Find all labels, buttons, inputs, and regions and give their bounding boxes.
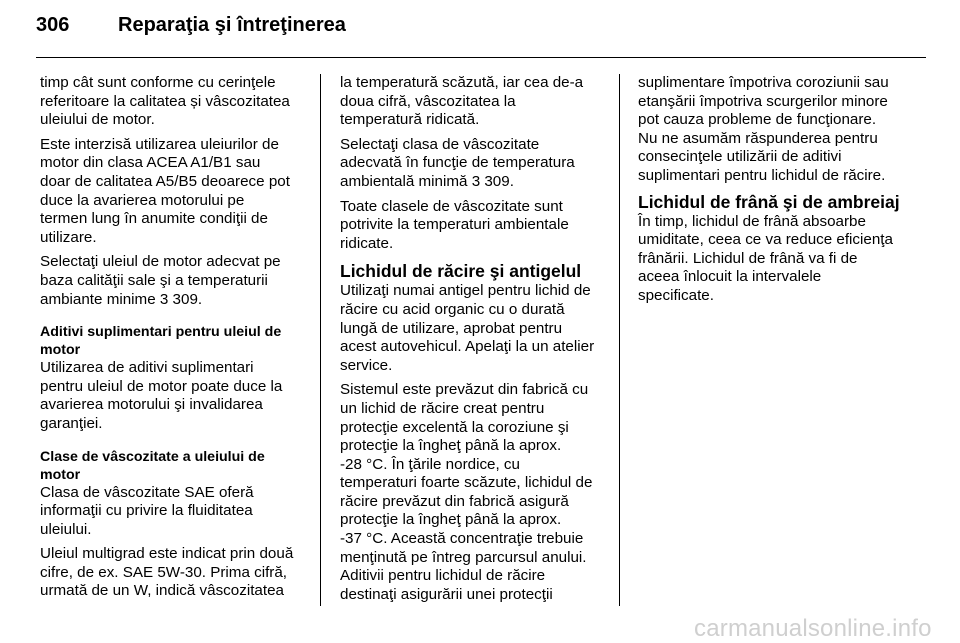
paragraph: suplimentare împotriva coroziunii sau etanşării împotriva scurgerilor minore pot cauza probleme de funcţionare. Nu ne asumăm răspunderea pentru consecinţele utilizării de aditivi suplimentari pentru lichidul de răcire. bbox=[638, 74, 889, 184]
paragraph: Uleiul multigrad este indicat prin două cifre, de ex. SAE 5W-30. Prima cifră, urmată de un W, indică vâscozitatea bbox=[40, 545, 294, 600]
column-divider-1 bbox=[320, 74, 321, 606]
paragraph: În timp, lichidul de frână absoarbe umiditate, ceea ce va reduce eficienţa frânării. Lichidul de frână va fi de aceea înlocuit la intervalele specificate. bbox=[638, 212, 893, 304]
page-reference-arrow-icon: 3 bbox=[159, 290, 169, 308]
subheading-viscosity-classes: Clase de vâscozitate a uleiului de motor bbox=[40, 448, 265, 483]
paragraph-with-reference: Selectaţi clasa de vâscozitate adecvată în funcţie de temperatura ambientală minimă 3 309. bbox=[340, 135, 575, 190]
page-header bbox=[36, 14, 926, 54]
heading-coolant: Lichidul de răcire şi antigelul bbox=[340, 261, 582, 282]
header-divider bbox=[36, 57, 926, 58]
paragraph: Clasa de vâscozitate SAE oferă informaţii cu privire la fluiditatea uleiului. bbox=[40, 483, 254, 538]
paragraph: Utilizaţi numai antigel pentru lichid de răcire cu acid organic cu o durată lungă de utilizare, aprobat pentru acest autovehicul. Apelaţi la un atelier service. bbox=[340, 282, 595, 374]
paragraph-with-reference: Selectaţi uleiul de motor adecvat pe baza calităţii sale şi a temperaturii ambiante minime 3 309. bbox=[40, 253, 281, 308]
paragraph: la temperatură scăzută, iar cea de-a doua cifră, vâscozitatea la temperatură ridicată. bbox=[340, 74, 584, 129]
watermark: carmanualsonline.info bbox=[694, 615, 932, 642]
subheading-additives: Aditivi suplimentari pentru uleiul de motor bbox=[40, 324, 282, 359]
page-number: 306 bbox=[36, 14, 70, 36]
paragraph: Toate clasele de vâscozitate sunt potrivite la temperaturi ambientale ridicate. bbox=[340, 197, 569, 252]
page-title: Reparaţia şi întreţinerea bbox=[118, 14, 346, 36]
heading-brake-fluid: Lichidul de frână şi de ambreiaj bbox=[638, 191, 900, 212]
column-divider-2 bbox=[619, 74, 620, 606]
column-3 bbox=[638, 74, 908, 312]
paragraph: Este interzisă utilizarea uleiurilor de motor din clasa ACEA A1/B1 sau doar de calitatea A5/B5 deoarece pot duce la avarierea motorului pe termen lung în anumite condiţii de utilizare. bbox=[40, 135, 290, 246]
page-reference: 309. bbox=[480, 172, 514, 190]
paragraph: timp cât sunt conforme cu cerinţele referitoare la calitatea și vâscozitatea uleiului de motor. bbox=[40, 74, 290, 129]
column-1 bbox=[40, 74, 310, 607]
paragraph: Utilizarea de aditivi suplimentari pentru uleiul de motor poate duce la avarierea motorului şi invalidarea garanţiei. bbox=[40, 359, 283, 432]
page-reference: 309. bbox=[168, 290, 203, 308]
column-2 bbox=[340, 74, 610, 610]
paragraph: Sistemul este prevăzut din fabrică cu un lichid de răcire creat pentru protecţie excelentă la coroziune şi protecţie la îngheţ până la aprox. -28 °C. În ţările nordice, cu temperaturi foarte scăzute, lichidul de răcire prevăzut din fabrică asigură protecţie la îngheţ până la aprox. -37 °C. Această concentraţie trebuie menţinută pe întreg parcursul anului. Aditivii pentru lichidul de răcire destinaţi asigurării unei protecţii bbox=[340, 381, 593, 603]
page-reference-arrow-icon: 3 bbox=[471, 172, 481, 190]
